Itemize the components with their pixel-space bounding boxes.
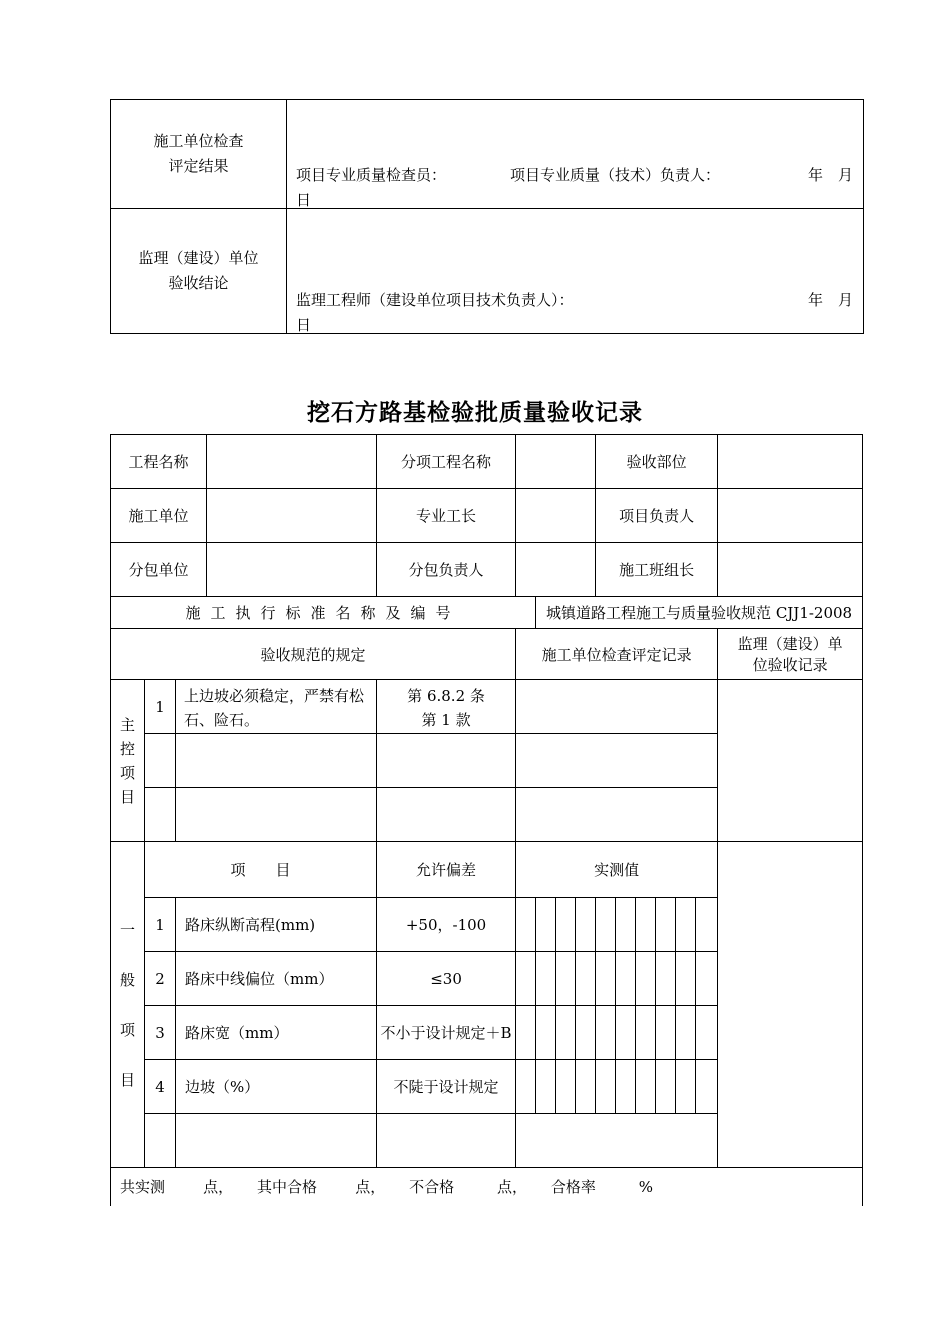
- measured-cell: [556, 952, 576, 1006]
- measured-cell: [616, 952, 636, 1006]
- construction-unit-label: 施工单位: [111, 489, 207, 543]
- totals-rate: 合格率: [550, 1178, 596, 1197]
- standard-label: 施工执行标准名称及编号: [111, 597, 536, 629]
- foreman-label: 专业工长: [377, 489, 516, 543]
- measured-cell: [556, 1060, 576, 1114]
- main-control-label: [111, 680, 145, 842]
- supervision-signature: [287, 209, 864, 334]
- day-label-2: 日: [296, 316, 312, 334]
- construction-unit-value: [207, 489, 377, 543]
- measured-cell: [516, 952, 536, 1006]
- measured-cell: [576, 952, 596, 1006]
- measured-cell: [536, 952, 556, 1006]
- general-supervision: [718, 842, 863, 1168]
- measured-cell: [696, 1060, 718, 1114]
- measured-cell: [676, 952, 696, 1006]
- measured-cell: [536, 898, 556, 952]
- unit-check-signature: [287, 100, 864, 209]
- measured-cell: [696, 1006, 718, 1060]
- measured-cell: [636, 1060, 656, 1114]
- main-item-1-clause-line2: 第 1 款: [421, 711, 471, 729]
- sub-project-name-value: [516, 435, 596, 489]
- unit-record-column-header: 施工单位检查评定记录: [516, 629, 718, 680]
- supervision-label-line1: 监理（建设）单位: [138, 249, 259, 267]
- measured-cell: [576, 1006, 596, 1060]
- page-title: 挖石方路基检验批质量验收记录: [307, 399, 643, 426]
- unit-check-label-line1: 施工单位检查: [153, 132, 244, 150]
- measured-cell: [596, 1006, 616, 1060]
- team-leader-value: [718, 543, 863, 597]
- supervision-header-line2: 位验收记录: [752, 656, 828, 674]
- totals-points-3: 点，: [497, 1178, 528, 1197]
- team-leader-label: 施工班组长: [596, 543, 718, 597]
- measured-cell: [676, 1060, 696, 1114]
- measured-cell: [576, 1060, 596, 1114]
- supervision-column-header: [718, 629, 863, 680]
- measured-cell: [556, 1006, 576, 1060]
- measured-cell: [636, 1006, 656, 1060]
- top-signature-table: [110, 99, 864, 334]
- measured-cell: [656, 1060, 676, 1114]
- measured-cell: [536, 1060, 556, 1114]
- totals-points-2: 点，: [355, 1178, 386, 1197]
- subcontract-manager-value: [516, 543, 596, 597]
- project-manager-label: 项目负责人: [596, 489, 718, 543]
- main-item-3-text: [176, 788, 377, 842]
- totals-measured: 共实测: [120, 1178, 166, 1197]
- main-item-1-text: 上边坡必须稳定，严禁有松石、险石。: [176, 680, 377, 734]
- subcontract-manager-label: 分包负责人: [377, 543, 516, 597]
- day-label: 日: [296, 191, 312, 209]
- general-item-5-name: [176, 1114, 377, 1168]
- measured-cell: [596, 952, 616, 1006]
- measured-cell: [556, 898, 576, 952]
- main-item-1-record: [516, 680, 718, 734]
- main-item-3-record: [516, 788, 718, 842]
- measured-cell: [616, 898, 636, 952]
- measured-cell: [676, 898, 696, 952]
- general-item-4-no: 4: [145, 1060, 176, 1114]
- measured-cell: [656, 952, 676, 1006]
- general-item-1-tolerance: +50，-100: [377, 898, 516, 952]
- measured-cell: [636, 952, 656, 1006]
- main-item-2-no: [145, 734, 176, 788]
- measured-cell: [576, 898, 596, 952]
- supervision-header-line1: 监理（建设）单: [737, 635, 843, 653]
- measured-cell: [656, 1006, 676, 1060]
- main-item-2-clause: [377, 734, 516, 788]
- totals-points-1: 点，: [203, 1178, 234, 1197]
- supervision-conclusion-label: [111, 209, 287, 334]
- measured-cell: [696, 898, 718, 952]
- main-item-2-text: [176, 734, 377, 788]
- general-item-2-name: 路床中线偏位（mm）: [176, 952, 377, 1006]
- general-char-1: 一: [119, 920, 135, 939]
- spec-column-header: 验收规范的规定: [111, 629, 516, 680]
- engineer-label: 监理工程师（建设单位项目技术负责人）：: [296, 291, 574, 309]
- measured-cell: [676, 1006, 696, 1060]
- subcontract-unit-label: 分包单位: [111, 543, 207, 597]
- general-item-3-name: 路床宽（mm）: [176, 1006, 377, 1060]
- measured-cell: [596, 898, 616, 952]
- measured-cell: [696, 952, 718, 1006]
- general-item-3-no: 3: [145, 1006, 176, 1060]
- general-tolerance-header: 允许偏差: [377, 842, 516, 898]
- project-name-value: [207, 435, 377, 489]
- general-item-5-measured: [516, 1114, 718, 1168]
- measured-cell: [656, 898, 676, 952]
- year-month-label-2: 年 月: [807, 291, 853, 309]
- measured-cell: [516, 1060, 536, 1114]
- project-name-label: 工程名称: [111, 435, 207, 489]
- general-item-2-tolerance: ≤30: [377, 952, 516, 1006]
- main-item-3-no: [145, 788, 176, 842]
- general-item-5-no: [145, 1114, 176, 1168]
- supervision-label-line2: 验收结论: [168, 274, 229, 292]
- general-char-3: 项: [119, 1020, 135, 1039]
- main-control-char-1: 主: [119, 715, 135, 734]
- main-control-char-4: 目: [119, 787, 135, 806]
- sub-project-name-label: 分项工程名称: [377, 435, 516, 489]
- general-measured-header: 实测值: [516, 842, 718, 898]
- general-item-3-tolerance: 不小于设计规定＋B: [377, 1006, 516, 1060]
- general-item-1-name: 路床纵断高程(mm): [176, 898, 377, 952]
- unit-check-label-line2: 评定结果: [168, 157, 229, 175]
- year-month-label: 年 月: [807, 166, 853, 184]
- standard-value: 城镇道路工程施工与质量验收规范 CJJ1-2008: [536, 597, 863, 629]
- general-item-4-name: 边坡（%）: [176, 1060, 377, 1114]
- acceptance-part-value: [718, 435, 863, 489]
- general-item-1-no: 1: [145, 898, 176, 952]
- general-item-2-no: 2: [145, 952, 176, 1006]
- unit-check-label: [111, 100, 287, 209]
- main-item-1-clause-line1: 第 6.8.2 条: [407, 687, 485, 705]
- subcontract-unit-value: [207, 543, 377, 597]
- measured-cell: [636, 898, 656, 952]
- general-item-5-tolerance: [377, 1114, 516, 1168]
- measured-cell: [516, 898, 536, 952]
- main-control-supervision: [718, 680, 863, 842]
- main-control-char-3: 项: [119, 763, 135, 782]
- general-item-header: 项 目: [145, 842, 377, 898]
- acceptance-record-table: [110, 434, 863, 1206]
- totals-percent: %: [638, 1178, 654, 1197]
- totals-row: [111, 1168, 863, 1206]
- main-item-1-clause: [377, 680, 516, 734]
- measured-cell: [616, 1060, 636, 1114]
- general-label: [111, 842, 145, 1168]
- general-item-4-tolerance: 不陡于设计规定: [377, 1060, 516, 1114]
- main-control-char-2: 控: [119, 739, 135, 758]
- foreman-value: [516, 489, 596, 543]
- general-char-2: 般: [119, 970, 135, 989]
- measured-cell: [596, 1060, 616, 1114]
- measured-cell: [536, 1006, 556, 1060]
- acceptance-part-label: 验收部位: [596, 435, 718, 489]
- inspector-label: 项目专业质量检查员：: [296, 166, 447, 184]
- main-item-1-no: 1: [145, 680, 176, 734]
- project-manager-value: [718, 489, 863, 543]
- general-char-4: 目: [119, 1070, 135, 1089]
- measured-cell: [516, 1006, 536, 1060]
- totals-unqualified: 不合格: [409, 1178, 455, 1197]
- tech-lead-label: 项目专业质量（技术）负责人：: [510, 166, 721, 184]
- measured-cell: [616, 1006, 636, 1060]
- totals-qualified: 其中合格: [257, 1178, 318, 1197]
- main-item-3-clause: [377, 788, 516, 842]
- main-item-2-record: [516, 734, 718, 788]
